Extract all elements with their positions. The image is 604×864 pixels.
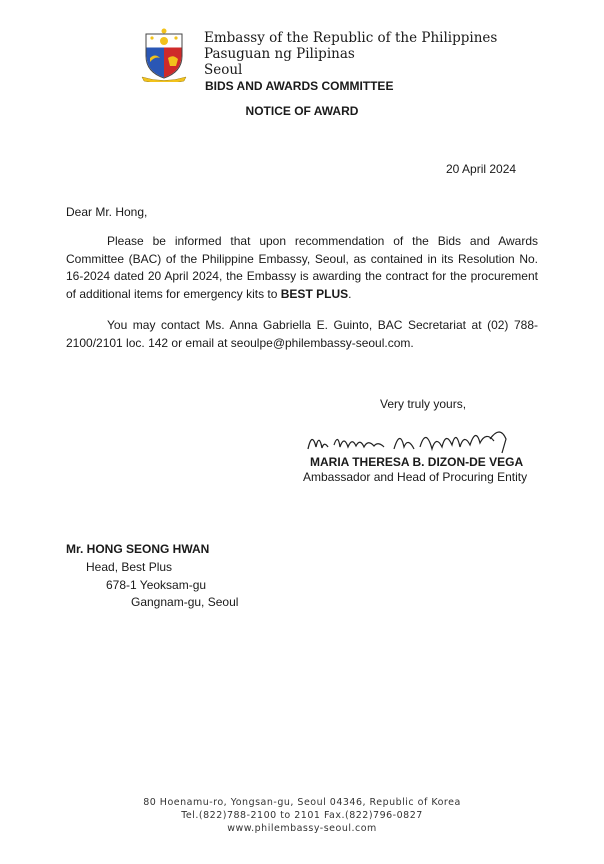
letterhead-filipino-name: Pasuguan ng Pilipinas [204, 46, 355, 62]
letterhead-city: Seoul [204, 62, 243, 78]
document-title: NOTICE OF AWARD [245, 104, 359, 118]
salutation: Dear Mr. Hong, [66, 205, 148, 219]
body-paragraph-2-text: You may contact Ms. Anna Gabriella E. Guinto, BAC Secretariat at (02) 788-2100/2101 loc. 142 or email at seoulpe@philembassy-seoul.com. [66, 318, 538, 350]
body-paragraph-1 [66, 233, 538, 303]
recipient-name: Mr. HONG SEONG HWAN [66, 542, 210, 556]
closing-phrase: Very truly yours, [380, 397, 467, 411]
awardee-name: BEST PLUS [280, 286, 349, 301]
footer-website: www.philembassy-seoul.com [227, 823, 377, 834]
philippine-coat-of-arms-icon [136, 26, 192, 82]
letterhead-embassy-name: Embassy of the Republic of the Philippines [204, 30, 498, 46]
signatory-title: Ambassador and Head of Procuring Entity [303, 470, 528, 484]
footer-address: 80 Hoenamu-ro, Yongsan-gu, Seoul 04346, Republic of Korea [143, 797, 461, 808]
body-paragraph-2 [66, 317, 538, 352]
handwritten-signature [304, 423, 534, 459]
recipient-city: Gangnam-gu, Seoul [131, 595, 239, 609]
body-paragraph-1-text: Please be informed that upon recommendation of the Bids and Awards Committee (BAC) of the Philippine Embassy, Seoul, as contained in its Resolution No. 16-2024 dated 20 April 2024, the Embassy is awarding the contract for the procurement of additional items for emergency kits to [66, 234, 538, 301]
footer-phone-fax: Tel.(822)788-2100 to 2101 Fax.(822)796-0827 [181, 810, 423, 821]
recipient-street: 678-1 Yeoksam-gu [106, 578, 207, 592]
letter-date: 20 April 2024 [446, 162, 517, 176]
recipient-position: Head, Best Plus [86, 560, 173, 574]
committee-heading: BIDS AND AWARDS COMMITTEE [205, 79, 394, 93]
signatory-name: MARIA THERESA B. DIZON-DE VEGA [310, 455, 524, 469]
body-paragraph-1-end: . [348, 286, 352, 301]
